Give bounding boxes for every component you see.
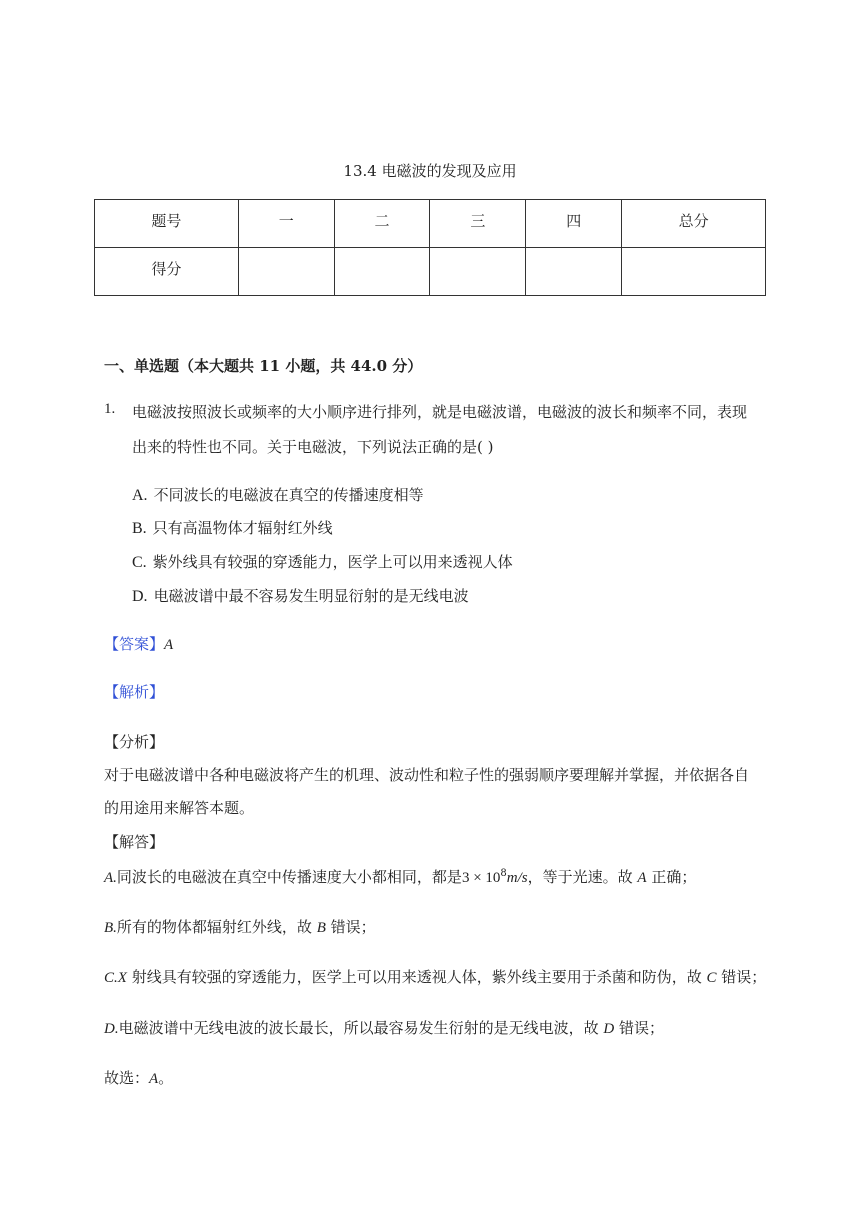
question-number: 1. bbox=[104, 401, 116, 417]
score-table bbox=[94, 199, 766, 296]
jieda-label: 【解答】 bbox=[104, 833, 165, 851]
score-row-label: 得分 bbox=[95, 248, 239, 296]
score-cell-part-1 bbox=[238, 248, 334, 296]
option-d-letter: D. bbox=[132, 588, 148, 605]
jieda-line-a bbox=[104, 866, 696, 887]
question-text-line-2: 出来的特性也不同。关于电磁波，下列说法正确的是( ) bbox=[132, 438, 494, 456]
score-table-header-row bbox=[95, 200, 766, 248]
option-c-letter: C. bbox=[132, 554, 147, 571]
answer-line bbox=[104, 633, 173, 654]
fenxi-label: 【分析】 bbox=[104, 733, 165, 751]
header-cell-part-1: 一 bbox=[238, 200, 334, 248]
jieda-a-prefix: A. bbox=[104, 870, 117, 886]
jieda-d-ref: D bbox=[603, 1021, 615, 1037]
question-text-line-1: 电磁波按照波长或频率的大小顺序进行排列，就是电磁波谱，电磁波的波长和频率不同，表现 bbox=[132, 403, 748, 421]
answer-value: A bbox=[164, 637, 174, 653]
jieda-line-c bbox=[104, 966, 766, 987]
jieda-d-prefix: D. bbox=[104, 1021, 119, 1037]
jieda-a-formula-base: 3 × 10 bbox=[461, 870, 501, 886]
option-b-letter: B. bbox=[132, 520, 147, 537]
header-cell-question-no: 题号 bbox=[95, 200, 239, 248]
header-cell-part-4: 四 bbox=[526, 200, 622, 248]
conclusion-ref: A bbox=[149, 1071, 159, 1087]
jieda-d-text2: 错误； bbox=[614, 1019, 664, 1037]
header-cell-part-3: 三 bbox=[430, 200, 526, 248]
option-c-text: 紫外线具有较强的穿透能力，医学上可以用来透视人体 bbox=[152, 553, 513, 571]
jieda-b-prefix: B. bbox=[104, 920, 117, 936]
header-cell-part-2: 二 bbox=[334, 200, 430, 248]
jieda-a-formula-unit: m/s bbox=[506, 870, 528, 886]
option-d-text: 电磁波谱中最不容易发生明显衍射的是无线电波 bbox=[153, 587, 469, 605]
fenxi-line-2: 的用途用来解答本题。 bbox=[104, 799, 255, 817]
jieda-b-text1: 所有的物体都辐射红外线，故 bbox=[116, 918, 317, 936]
score-cell-part-3 bbox=[430, 248, 526, 296]
header-cell-total: 总分 bbox=[622, 200, 766, 248]
option-b-text: 只有高温物体才辐射红外线 bbox=[152, 519, 333, 537]
conclusion-text: 故选： bbox=[104, 1069, 150, 1087]
jieda-c-prefix: C.X bbox=[104, 970, 127, 986]
score-cell-total bbox=[622, 248, 766, 296]
option-b bbox=[132, 517, 333, 538]
option-a-text: 不同波长的电磁波在真空的传播速度相等 bbox=[153, 486, 424, 504]
conclusion-end: 。 bbox=[158, 1069, 174, 1087]
score-cell-part-2 bbox=[334, 248, 430, 296]
jieda-conclusion bbox=[104, 1067, 173, 1088]
option-a bbox=[132, 484, 424, 505]
jieda-c-text2: 错误； bbox=[716, 968, 767, 986]
option-d bbox=[132, 585, 469, 606]
fenxi-line-1: 对于电磁波谱中各种电磁波将产生的机理、波动性和粒子性的强弱顺序要理解并掌握，并依据各自 bbox=[104, 766, 750, 784]
analysis-label: 【解析】 bbox=[104, 683, 165, 701]
jieda-a-ref: A bbox=[637, 870, 647, 886]
jieda-c-ref: C bbox=[706, 970, 717, 986]
jieda-b-ref: B bbox=[316, 920, 326, 936]
jieda-line-d bbox=[104, 1017, 664, 1038]
score-cell-part-4 bbox=[526, 248, 622, 296]
jieda-a-formula-exp: 8 bbox=[500, 868, 507, 879]
jieda-a-text2: ，等于光速。故 bbox=[527, 868, 638, 886]
jieda-d-text1: 电磁波谱中无线电波的波长最长，所以最容易发生衍射的是无线电波，故 bbox=[118, 1019, 604, 1037]
section-heading: 一、单选题（本大题共 11 小题，共 44.0 分） bbox=[104, 357, 423, 375]
document-title: 13.4 电磁波的发现及应用 bbox=[343, 162, 517, 180]
jieda-line-b bbox=[104, 916, 376, 937]
option-a-letter: A. bbox=[132, 487, 148, 504]
jieda-a-text1: 同波长的电磁波在真空中传播速度大小都相同，都是 bbox=[116, 868, 462, 886]
score-table-score-row bbox=[95, 248, 766, 296]
jieda-c-text1: 射线具有较强的穿透能力，医学上可以用来透视人体，紫外线主要用于杀菌和防伪，故 bbox=[126, 968, 707, 986]
option-c bbox=[132, 551, 513, 572]
answer-label: 【答案】 bbox=[104, 635, 165, 653]
jieda-b-text2: 错误； bbox=[325, 918, 376, 936]
jieda-a-text3: 正确； bbox=[646, 868, 697, 886]
